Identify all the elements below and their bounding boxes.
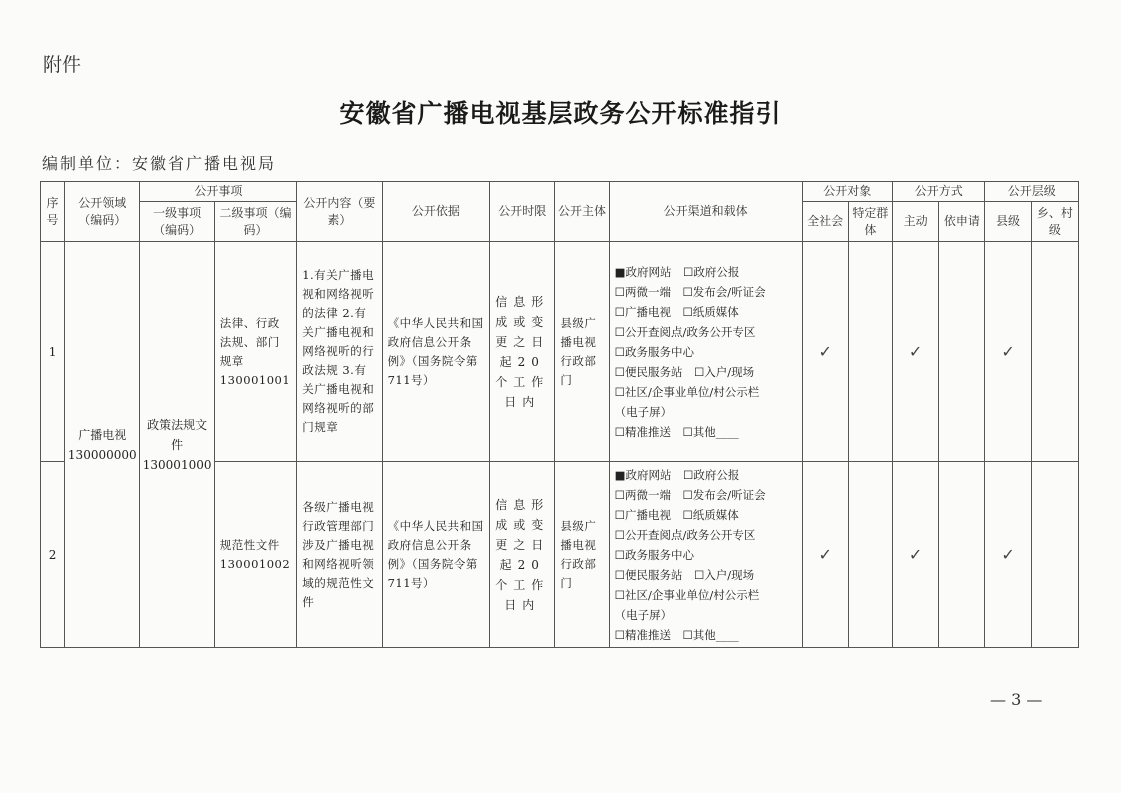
header-level-county: 县级	[985, 202, 1031, 242]
domain-cell: 广播电视 130000000	[65, 242, 140, 648]
channel-line: ☐两微一端 ☐发布会/听证会	[614, 487, 766, 502]
channel-line: ■政府网站 ☐政府公报	[614, 264, 740, 279]
channel-line: （电子屏）	[614, 404, 673, 419]
header-audience: 公开对象	[802, 182, 892, 202]
header-level2: 二级事项（编码）	[214, 202, 296, 242]
row-seq: 1	[41, 242, 65, 462]
header-basis: 公开依据	[382, 182, 490, 242]
basis-cell: 《中华人民共和国政府信息公开条例》（国务院令第711号）	[382, 242, 490, 462]
check-active: ✓	[893, 462, 939, 648]
basis-cell: 《中华人民共和国政府信息公开条例》（国务院令第711号）	[382, 462, 490, 648]
channel-line: ☐广播电视 ☐纸质媒体	[614, 507, 739, 522]
channel-line: ■政府网站 ☐政府公报	[614, 467, 740, 482]
compiler-unit: 编制单位：安徽省广播电视局	[42, 154, 277, 173]
check-county: ✓	[985, 462, 1031, 648]
channel-list	[615, 262, 797, 442]
level2-cell: 规范性文件 130001002	[214, 462, 296, 648]
channel-line: ☐社区/企事业单位/村公示栏	[614, 384, 760, 399]
check-specific-empty	[848, 462, 892, 648]
channel-line: ☐便民服务站 ☐入户/现场	[614, 364, 755, 379]
level1-cell: 政策法规文件 130001000	[140, 242, 214, 648]
channel-line: ☐政务服务中心	[614, 344, 694, 359]
channel-line: ☐精准推送 ☐其他____	[614, 627, 739, 642]
period-cell: 信息形成或变更之日起20个工作日内	[490, 242, 555, 462]
header-level-town: 乡、村级	[1031, 202, 1078, 242]
channel-line: ☐公开查阅点/政务公开专区	[614, 527, 756, 542]
header-method-active: 主动	[893, 202, 939, 242]
check-active: ✓	[893, 242, 939, 462]
content-cell: 各级广播电视行政管理部门涉及广播电视和网络视听领域的规范性文件	[297, 462, 382, 648]
header-audience-all: 全社会	[802, 202, 848, 242]
check-all-society: ✓	[802, 242, 848, 462]
channels-cell	[609, 242, 802, 462]
channel-line: ☐政务服务中心	[614, 547, 694, 562]
check-town-empty	[1031, 242, 1078, 462]
page-title: 安徽省广播电视基层政务公开标准指引	[339, 99, 782, 128]
row-seq: 2	[41, 462, 65, 648]
period-cell: 信息形成或变更之日起20个工作日内	[490, 462, 555, 648]
header-seq: 序号	[41, 182, 65, 242]
header-method-request: 依申请	[939, 202, 985, 242]
level2-cell: 法律、行政法规、部门规章 130001001	[214, 242, 296, 462]
page-number: — 3 —	[990, 690, 1043, 709]
header-level: 公开层级	[985, 182, 1079, 202]
check-county: ✓	[985, 242, 1031, 462]
header-method: 公开方式	[893, 182, 985, 202]
check-request-empty	[939, 242, 985, 462]
header-subject: 公开主体	[555, 182, 609, 242]
check-town-empty	[1031, 462, 1078, 648]
header-content: 公开内容（要素）	[297, 182, 382, 242]
channel-line: ☐两微一端 ☐发布会/听证会	[614, 284, 766, 299]
check-all-society: ✓	[802, 462, 848, 648]
header-channels: 公开渠道和载体	[609, 182, 802, 242]
channel-line: （电子屏）	[614, 607, 673, 622]
header-domain: 公开领域（编码）	[65, 182, 140, 242]
channel-list	[615, 465, 797, 645]
subject-cell: 县级广播电视行政部门	[555, 462, 609, 648]
attachment-label: 附件	[43, 54, 82, 76]
header-audience-specific: 特定群体	[848, 202, 892, 242]
check-specific-empty	[848, 242, 892, 462]
subject-cell: 县级广播电视行政部门	[555, 242, 609, 462]
disclosure-table	[40, 181, 1079, 648]
header-period: 公开时限	[490, 182, 555, 242]
channel-line: ☐公开查阅点/政务公开专区	[614, 324, 756, 339]
channel-line: ☐社区/企事业单位/村公示栏	[614, 587, 760, 602]
check-request-empty	[939, 462, 985, 648]
header-items: 公开事项	[140, 182, 297, 202]
channel-line: ☐广播电视 ☐纸质媒体	[614, 304, 739, 319]
content-cell: 1.有关广播电视和网络视听的法律 2.有关广播电视和网络视听的行政法规 3.有关广播电视和网络视听的部门规章	[297, 242, 382, 462]
table-row	[41, 242, 1079, 462]
channel-line: ☐精准推送 ☐其他____	[614, 424, 739, 439]
channels-cell	[609, 462, 802, 648]
channel-line: ☐便民服务站 ☐入户/现场	[614, 567, 755, 582]
header-level1: 一级事项（编码）	[140, 202, 214, 242]
